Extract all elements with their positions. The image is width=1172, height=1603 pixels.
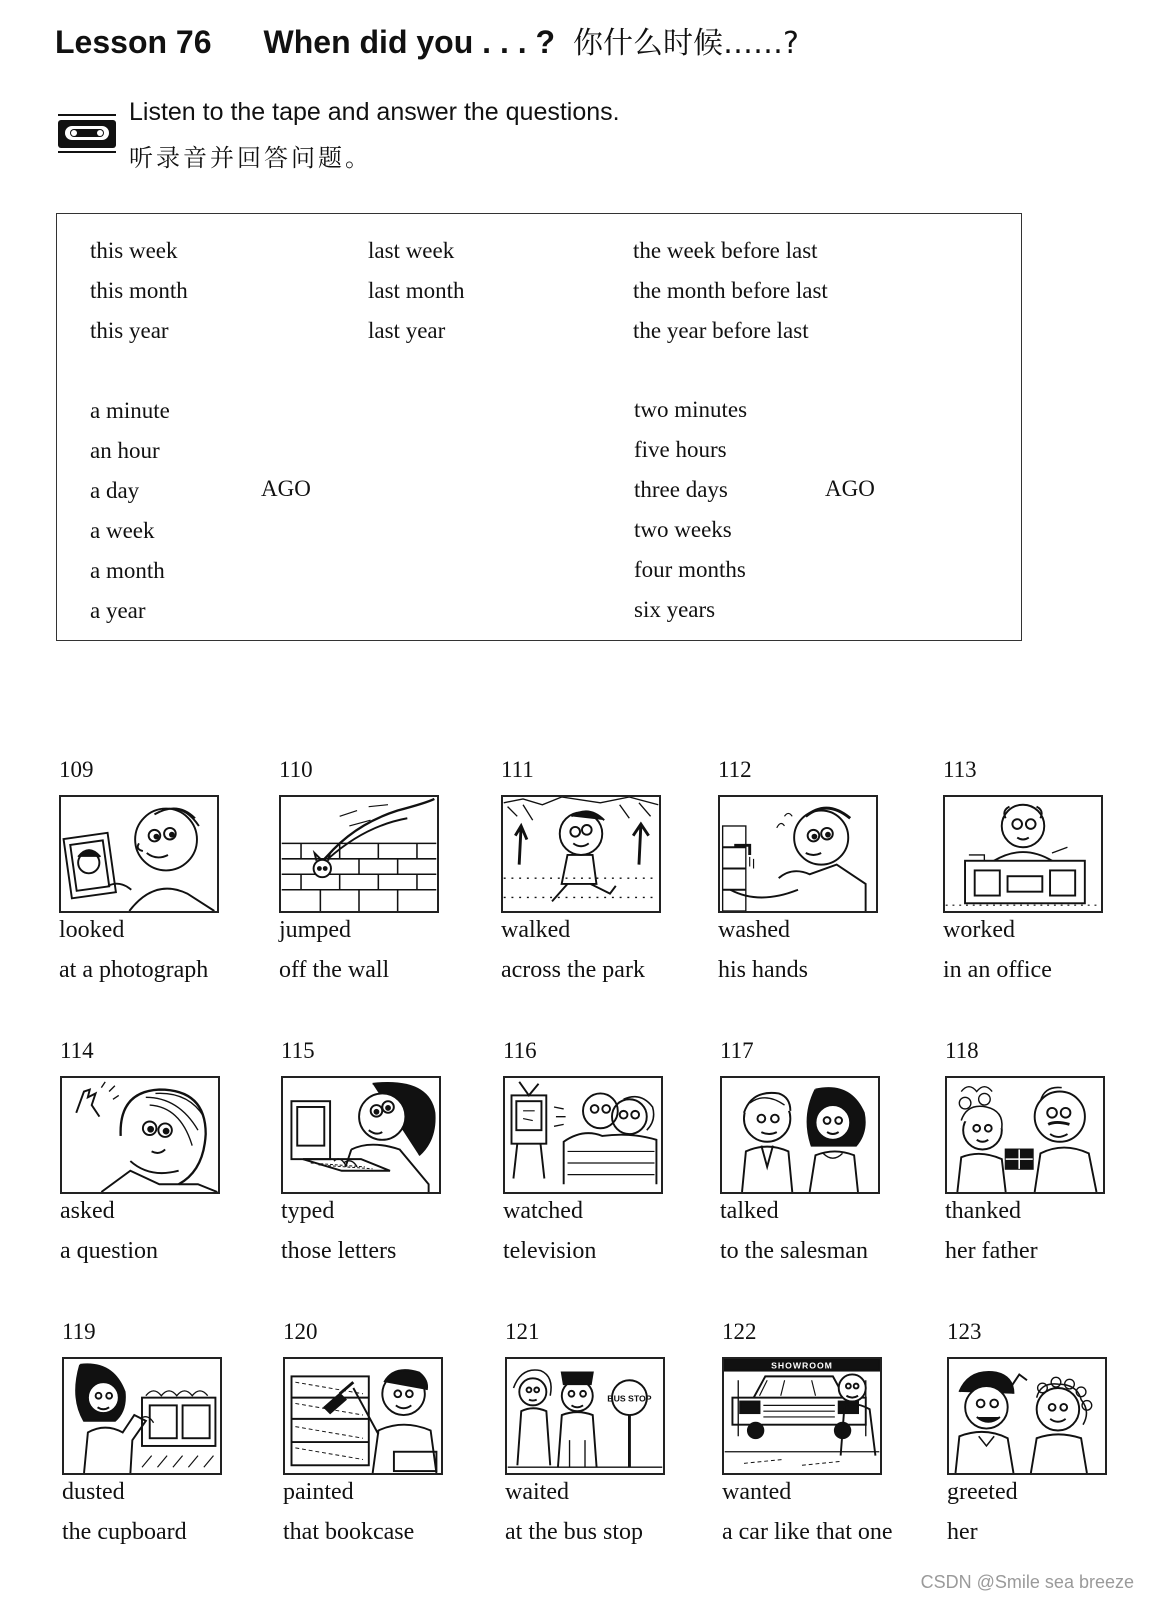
illustration-worked-in-office [943, 795, 1103, 913]
showroom-sign-text: SHOWROOM [771, 1360, 833, 1371]
time-expression: this year [90, 318, 169, 343]
ago-label: AGO [825, 476, 875, 501]
illustration-painted-bookcase [283, 1357, 443, 1475]
exercise-verb: asked [60, 1198, 115, 1224]
time-expression: an hour [90, 438, 160, 463]
exercise-number: 111 [501, 757, 534, 782]
illustration-greeted-her [947, 1357, 1107, 1475]
time-expressions-box [56, 213, 1022, 641]
exercise-number: 118 [945, 1038, 979, 1063]
exercise-number: 123 [947, 1319, 982, 1344]
illustration-jumped-off-wall [279, 795, 439, 913]
lesson-title-chinese: 你什么时候……? [573, 26, 799, 61]
exercise-number: 122 [722, 1319, 757, 1344]
exercise-verb: thanked [945, 1198, 1021, 1224]
time-expression: this month [90, 278, 188, 303]
exercise-number: 119 [62, 1319, 96, 1344]
exercise-number: 114 [60, 1038, 94, 1063]
exercise-verb: wanted [722, 1479, 792, 1505]
exercise-object: television [503, 1238, 597, 1264]
exercise-verb: greeted [947, 1479, 1018, 1505]
exercise-object: his hands [718, 957, 808, 983]
exercise-number: 112 [718, 757, 752, 782]
exercise-object: across the park [501, 957, 645, 983]
exercise-object: in an office [943, 957, 1052, 983]
illustration-washed-hands [718, 795, 878, 913]
time-expression: four months [634, 557, 746, 582]
time-expression: a year [90, 598, 146, 623]
time-expression: the year before last [633, 318, 809, 343]
exercise-object: those letters [281, 1238, 397, 1264]
exercise-object: the cupboard [62, 1519, 187, 1545]
exercise-verb: washed [718, 917, 790, 943]
time-expression: three days [634, 477, 728, 502]
time-expression: a week [90, 518, 155, 543]
time-expression: five hours [634, 437, 727, 462]
ago-label: AGO [261, 476, 311, 501]
exercise-object: at the bus stop [505, 1519, 643, 1545]
exercise-number: 115 [281, 1038, 315, 1063]
exercise-number: 110 [279, 757, 313, 782]
exercise-object: off the wall [279, 957, 390, 983]
exercise-verb: talked [720, 1198, 779, 1224]
illustration-walked-across-park [501, 795, 661, 913]
time-expression: last week [368, 238, 455, 263]
exercise-object: a question [60, 1238, 158, 1264]
illustration-waited-at-bus-stop [505, 1357, 665, 1475]
exercise-number: 117 [720, 1038, 754, 1063]
watermark: CSDN @Smile sea breeze [920, 1572, 1134, 1592]
exercise-verb: jumped [279, 917, 351, 943]
illustration-looked-at-photograph [59, 795, 219, 913]
exercise-verb: walked [501, 917, 571, 943]
exercise-number: 109 [59, 757, 94, 782]
bus-stop-sign-text: BUS STOP [607, 1393, 652, 1404]
exercise-verb: painted [283, 1479, 354, 1505]
instruction-english: Listen to the tape and answer the questions. [129, 98, 620, 126]
exercise-verb: dusted [62, 1479, 125, 1505]
exercise-verb: waited [505, 1479, 569, 1505]
time-expression: two minutes [634, 397, 748, 422]
time-expression: last year [368, 318, 446, 343]
time-expression: two weeks [634, 517, 732, 542]
time-expression: this week [90, 238, 178, 263]
illustration-talked-to-salesman [720, 1076, 880, 1194]
exercise-object: her [947, 1519, 978, 1545]
lesson-number: Lesson 76 [55, 24, 212, 60]
exercise-number: 116 [503, 1038, 537, 1063]
time-expression: a month [90, 558, 165, 583]
exercise-number: 120 [283, 1319, 318, 1344]
instruction-chinese: 听录音并回答问题。 [129, 144, 372, 172]
illustration-watched-television [503, 1076, 663, 1194]
exercise-object: at a photograph [59, 957, 209, 983]
exercise-verb: worked [943, 917, 1015, 943]
exercise-object: her father [945, 1238, 1038, 1264]
exercise-number: 113 [943, 757, 977, 782]
time-expression: a minute [90, 398, 170, 423]
exercise-object: to the salesman [720, 1238, 868, 1264]
lesson-title: When did you . . . ? [263, 24, 556, 60]
time-expression: the month before last [633, 278, 828, 303]
time-expression: last month [368, 278, 465, 303]
cassette-tape-icon [56, 112, 118, 154]
illustration-dusted-cupboard [62, 1357, 222, 1475]
time-expression: six years [634, 597, 716, 622]
illustration-wanted-car [722, 1357, 882, 1475]
exercise-number: 121 [505, 1319, 540, 1344]
exercise-verb: watched [503, 1198, 583, 1224]
exercise-verb: looked [59, 917, 125, 943]
time-expression: the week before last [633, 238, 818, 263]
illustration-typed-letters [281, 1076, 441, 1194]
exercise-verb: typed [281, 1198, 335, 1224]
lesson-header [55, 18, 799, 68]
exercise-object: that bookcase [283, 1519, 415, 1545]
illustration-thanked-father [945, 1076, 1105, 1194]
exercise-object: a car like that one [722, 1519, 893, 1545]
time-expression: a day [90, 478, 140, 503]
illustration-asked-question [60, 1076, 220, 1194]
